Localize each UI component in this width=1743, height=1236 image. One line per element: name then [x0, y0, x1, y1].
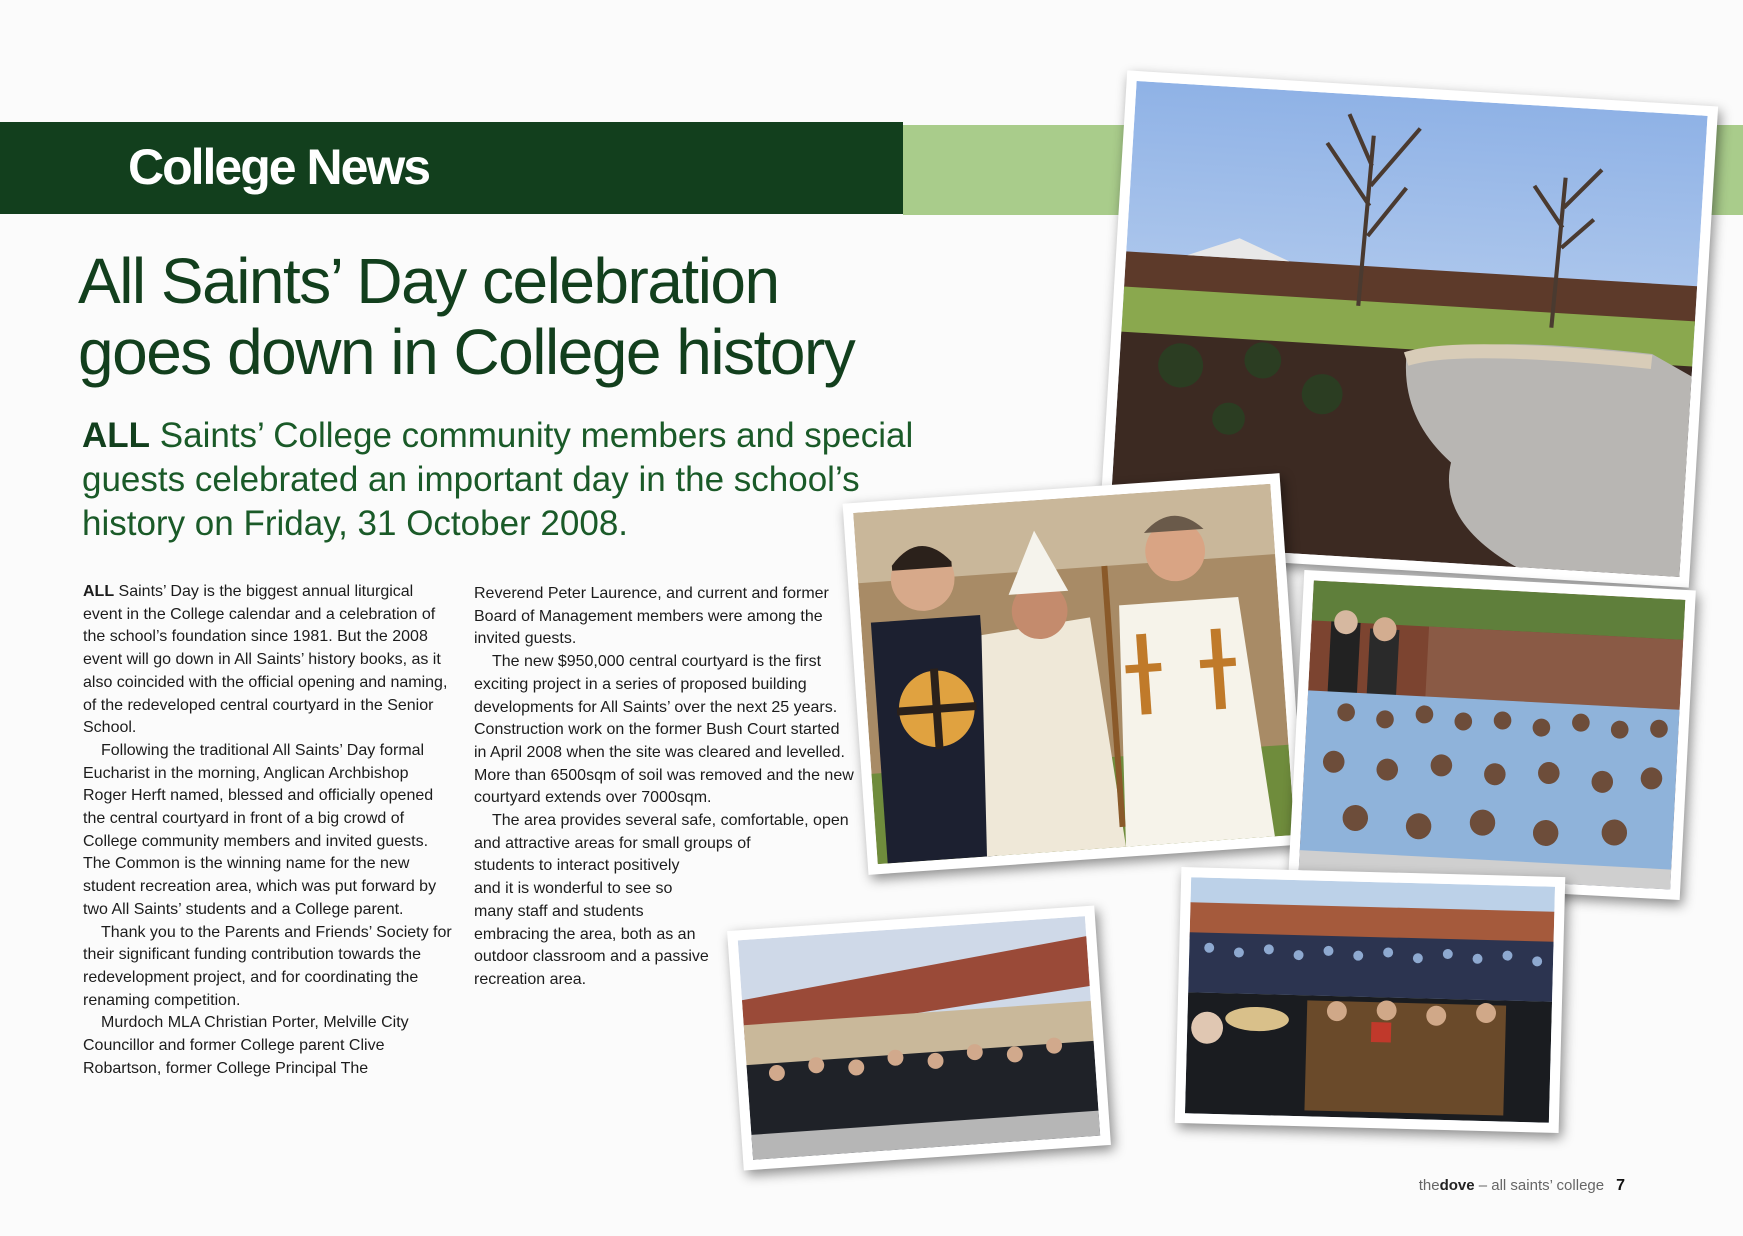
- paragraph: Murdoch MLA Christian Porter, Melville City Councillor and former College parent Clive Robartson, former College Principal The: [83, 1014, 409, 1077]
- photo-students-seated: [1288, 570, 1696, 900]
- paragraph: The new $950,000 central courtyard is the first exciting project in a series of proposed building developments for All Saints’ over the next 25 years. Construction work on the former Bush Court started in April 2008 when the site was cleared and levelled. More than 6500sqm of soil was removed and the new courtyard extends over 7000sqm.: [474, 653, 854, 807]
- photo-audience-courtyard: [727, 905, 1111, 1170]
- paragraph: Following the traditional All Saints’ Day formal Eucharist in the morning, Anglican Archbishop Roger Herft named, blessed and officially opened the central courtyard in front of a big crowd of College community members and invited guests. The Common is the winning name for the new student recreation area, which was put forward by two All Saints’ students and a College parent.: [83, 741, 437, 918]
- brand-prefix: the: [1418, 1177, 1440, 1194]
- section-title: College News: [128, 139, 430, 195]
- paragraph: The area provides several safe, comfortable, open and attractive areas for small groups of: [474, 812, 849, 852]
- page-number: 7: [1616, 1177, 1625, 1194]
- brand-suffix: – all saints’ college: [1474, 1177, 1605, 1194]
- brand-name: dove: [1439, 1177, 1475, 1194]
- paragraph: students to interact positively and it is wonderful to see so many staff and students embracing the area, both as an outdoor classroom and a passive recreation area.: [474, 857, 709, 988]
- publication-name: [1419, 1177, 1604, 1194]
- paragraph: [83, 581, 453, 740]
- paragraph-text: Saints’ Day is the biggest annual liturgical event in the College calendar and a celebration of the school’s foundation since 1981. But the 2008 event will go down in All Saints’ history books, as it also coincided with the official opening and naming, of the redeveloped central courtyard in the Senior School.: [83, 583, 448, 737]
- paragraph-lead: ALL: [83, 583, 115, 600]
- headline-line-2: goes down in College history: [78, 316, 855, 388]
- body-column-1: [83, 581, 453, 1080]
- paragraph: Reverend Peter Laurence, and current and former Board of Management members were among the invited guests.: [474, 585, 829, 648]
- page-footer: [1419, 1177, 1625, 1195]
- article-standfirst: [82, 414, 922, 546]
- photo-seated-crowd: [1175, 867, 1566, 1133]
- standfirst-text: Saints’ College community members and special guests celebrated an important day in the school’s history on Friday, 31 October 2008.: [82, 416, 914, 543]
- photo-archbishop: [843, 473, 1306, 875]
- headline-line-1: All Saints’ Day celebration: [78, 245, 779, 317]
- standfirst-lead: ALL: [82, 416, 151, 455]
- paragraph: Thank you to the Parents and Friends’ Society for their significant funding contribution towards the redevelopment project, and for coordinating the renaming competition.: [83, 923, 452, 1009]
- article-headline: [78, 246, 978, 388]
